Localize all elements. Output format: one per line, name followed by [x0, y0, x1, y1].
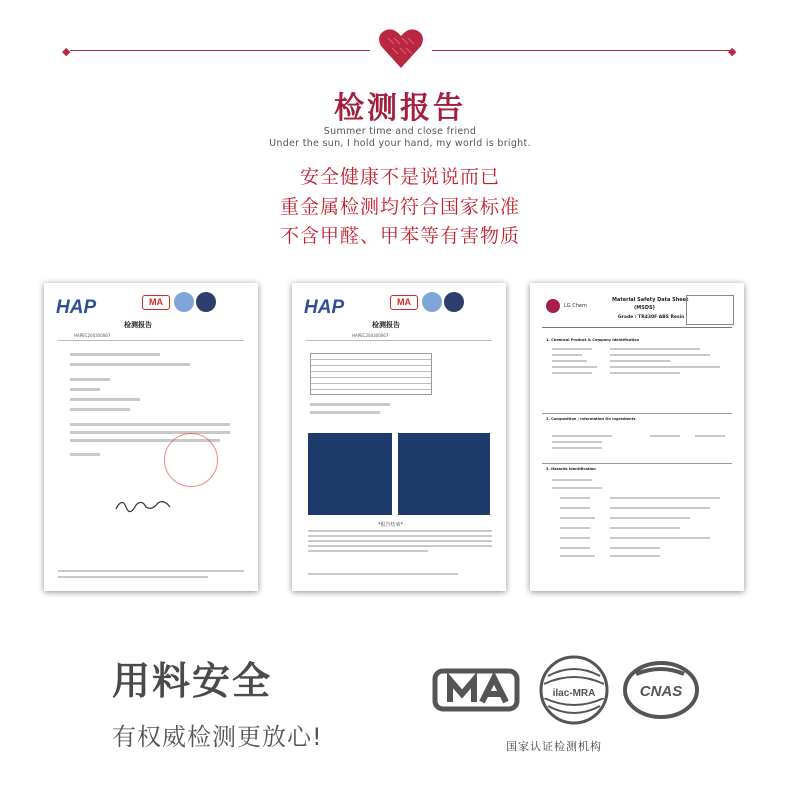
text-line	[695, 435, 725, 437]
text-line	[610, 517, 690, 519]
ornament-tip-right-icon: ◆	[728, 45, 737, 58]
cnas-label: CNAS	[639, 683, 683, 700]
text-line	[650, 435, 680, 437]
document-info-box	[686, 295, 734, 325]
text-line	[560, 547, 590, 549]
rule	[542, 413, 732, 414]
report-end-note: *报告结束*	[378, 522, 404, 528]
slogan-1: 安全健康不是说说而已	[299, 166, 500, 188]
slogan-3: 不含甲醛、甲苯等有害物质	[279, 225, 520, 247]
msds-title: Material Safety Data Sheet	[612, 297, 689, 303]
text-line	[610, 547, 660, 549]
certification-caption: 国家认证检测机构	[506, 740, 602, 753]
text-line	[308, 540, 492, 542]
text-line	[308, 550, 428, 552]
cnas-logo-icon	[622, 660, 700, 720]
text-line	[610, 354, 710, 356]
page-title: 检测报告	[334, 91, 466, 126]
text-line	[70, 378, 110, 381]
text-line	[70, 353, 160, 356]
text-line	[552, 354, 582, 356]
rule	[306, 340, 492, 341]
footer-tagline: 有权威检测更放心!	[112, 723, 323, 751]
text-line	[610, 497, 720, 499]
footer-line	[308, 573, 458, 575]
hap-logo: HAP	[56, 297, 97, 318]
document-title: 检测报告	[372, 320, 400, 329]
test-report-document-1	[44, 283, 258, 591]
ilac-mra-label: ilac-MRA	[552, 688, 596, 699]
text-line	[70, 363, 190, 366]
company-name: LG Chem	[564, 303, 587, 309]
sample-photo-1	[308, 433, 392, 515]
rule	[542, 327, 732, 328]
text-line	[552, 447, 602, 449]
heart-icon	[378, 28, 424, 70]
text-line	[560, 527, 590, 529]
header-divider-left	[70, 50, 370, 51]
text-line	[560, 517, 595, 519]
text-line	[552, 441, 602, 443]
sample-photo-2	[398, 433, 490, 515]
lg-logo-icon	[546, 299, 560, 313]
text-line	[610, 537, 710, 539]
cnas-icon	[444, 292, 464, 312]
report-number: HAPEC200300067	[352, 333, 389, 338]
text-line	[552, 479, 592, 481]
text-line	[310, 411, 380, 414]
subtitle-line-1: Summer time and close friend	[323, 126, 477, 137]
text-line	[552, 360, 587, 362]
text-line	[560, 497, 590, 499]
rule	[542, 463, 732, 464]
grade-label: Grade : TR430F ABS Resin	[618, 315, 685, 320]
text-line	[70, 423, 230, 426]
subtitle-line-2: Under the sun, I hold your hand, my world is bright.	[269, 138, 531, 149]
section-heading-2: 2. Composition / Information On Ingredients	[546, 417, 636, 421]
text-line	[552, 487, 602, 489]
hap-logo: HAP	[304, 297, 345, 318]
text-line	[308, 545, 492, 547]
rule	[58, 340, 244, 341]
text-line	[70, 388, 100, 391]
msds-document	[530, 283, 744, 591]
text-line	[552, 435, 612, 437]
text-line	[70, 431, 230, 434]
footer-line	[58, 570, 244, 572]
text-line	[560, 507, 590, 509]
ornament-tip-left-icon: ◆	[62, 45, 71, 58]
text-line	[610, 507, 710, 509]
text-line	[610, 360, 670, 362]
text-line	[610, 366, 720, 368]
ilac-mra-icon	[174, 292, 194, 312]
results-table	[310, 353, 432, 395]
text-line	[610, 372, 680, 374]
text-line	[70, 408, 130, 411]
text-line	[308, 530, 492, 532]
header-divider-right	[432, 50, 732, 51]
text-line	[70, 398, 140, 401]
report-number: HAPEC200300067	[74, 333, 111, 338]
text-line	[310, 403, 390, 406]
text-line	[560, 555, 595, 557]
slogan-2: 重金属检测均符合国家标准	[279, 196, 520, 218]
cma-logo-icon	[432, 666, 522, 716]
signature-icon	[114, 495, 174, 515]
ilac-mra-icon	[422, 292, 442, 312]
text-line	[610, 555, 660, 557]
cnas-icon	[196, 292, 216, 312]
red-seal-stamp-icon	[164, 433, 218, 487]
text-line	[552, 348, 592, 350]
text-line	[552, 372, 592, 374]
ma-badge-icon: MA	[142, 295, 170, 310]
msds-subtitle: (MSDS)	[634, 305, 655, 311]
document-title: 检测报告	[124, 320, 152, 329]
text-line	[552, 366, 597, 368]
footer-line	[58, 576, 208, 578]
text-line	[610, 527, 680, 529]
ilac-mra-logo-icon	[538, 654, 610, 726]
text-line	[610, 348, 700, 350]
text-line	[560, 537, 590, 539]
ma-badge-icon: MA	[390, 295, 418, 310]
test-report-document-2	[292, 283, 506, 591]
footer-headline: 用料安全	[112, 659, 273, 703]
text-line	[70, 453, 100, 456]
text-line	[308, 535, 492, 537]
section-heading-3: 3. Hazards Identification	[546, 467, 596, 471]
section-heading-1: 1. Chemical Product & Company Identification	[546, 338, 640, 342]
